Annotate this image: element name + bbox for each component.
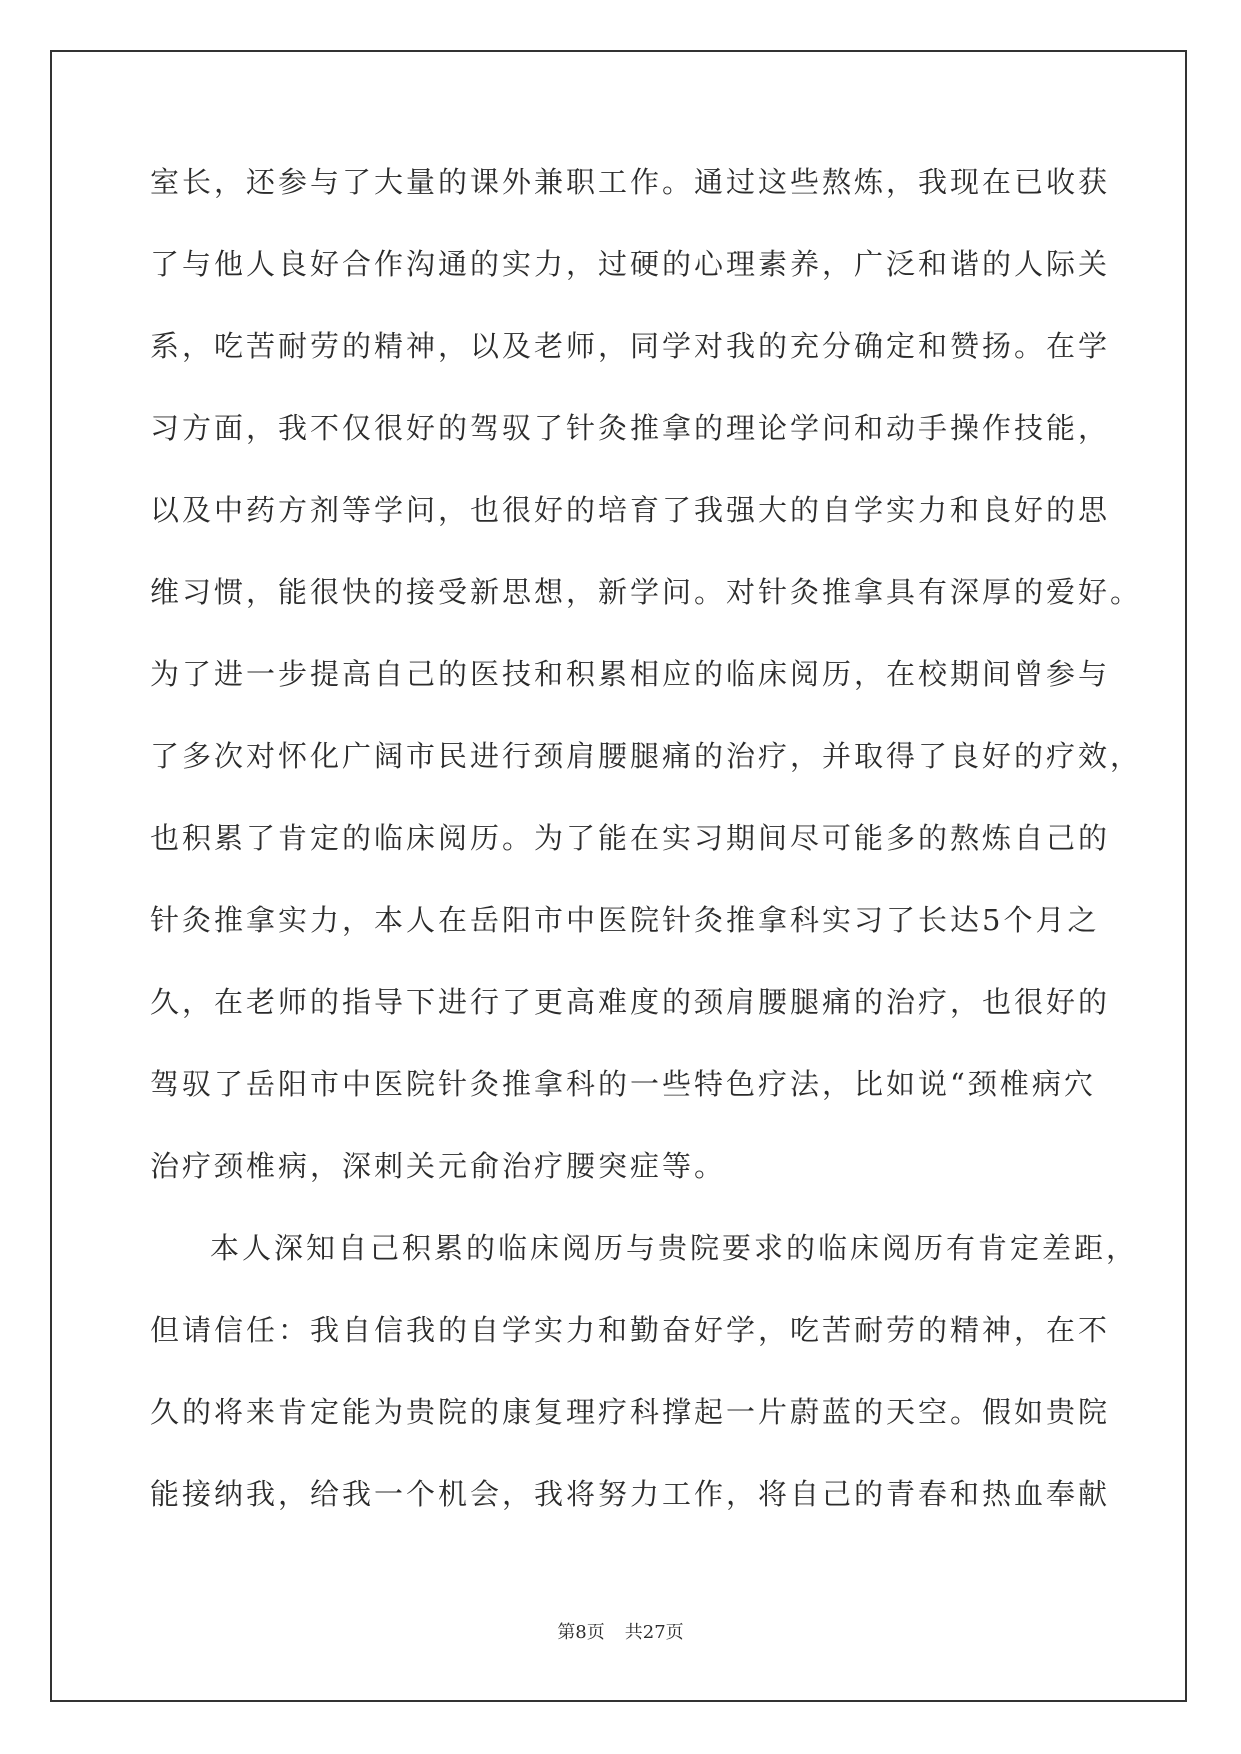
text-line: 了多次对怀化广阔市民进行颈肩腰腿痛的治疗，并取得了良好的疗效，: [150, 739, 1143, 773]
total-page-count: 共27页: [624, 1622, 684, 1643]
text-line: 针灸推拿实力，本人在岳阳市中医院针灸推拿科实习了长达5个月之: [150, 903, 1100, 937]
text-line: 能接纳我，给我一个机会，我将努力工作，将自己的青春和热血奉献: [150, 1477, 1111, 1511]
text-line: 也积累了肯定的临床阅历。为了能在实习期间尽可能多的熬炼自己的: [150, 821, 1111, 855]
page-footer: [0, 1618, 1241, 1644]
current-page-number: 第8页: [557, 1622, 605, 1643]
text-line: 室长，还参与了大量的课外兼职工作。通过这些熬炼，我现在已收获: [150, 165, 1111, 199]
text-line: 久，在老师的指导下进行了更高难度的颈肩腰腿痛的治疗，也很好的: [150, 985, 1111, 1019]
text-line: 了与他人良好合作沟通的实力，过硬的心理素养，广泛和谐的人际关: [150, 247, 1111, 281]
text-line: 久的将来肯定能为贵院的康复理疗科撑起一片蔚蓝的天空。假如贵院: [150, 1395, 1111, 1429]
text-line: 以及中药方剂等学问，也很好的培育了我强大的自学实力和良好的思: [150, 493, 1111, 527]
text-line: 维习惯，能很快的接受新思想，新学问。对针灸推拿具有深厚的爱好。: [150, 575, 1143, 609]
text-line: 为了进一步提高自己的医技和积累相应的临床阅历，在校期间曾参与: [150, 657, 1111, 691]
document-body: [150, 165, 1143, 1560]
text-line: 治疗颈椎病，深刺关元俞治疗腰突症等。: [150, 1149, 727, 1183]
text-line: 但请信任：我自信我的自学实力和勤奋好学，吃苦耐劳的精神，在不: [150, 1313, 1111, 1347]
text-line: 习方面，我不仅很好的驾驭了针灸推拿的理论学问和动手操作技能，: [150, 411, 1111, 445]
text-line: 系，吃苦耐劳的精神，以及老师，同学对我的充分确定和赞扬。在学: [150, 329, 1111, 363]
text-line: 驾驭了岳阳市中医院针灸推拿科的一些特色疗法，比如说“颈椎病穴: [150, 1067, 1096, 1101]
text-line-indented: 本人深知自己积累的临床阅历与贵院要求的临床阅历有肯定差距，: [210, 1231, 1139, 1265]
